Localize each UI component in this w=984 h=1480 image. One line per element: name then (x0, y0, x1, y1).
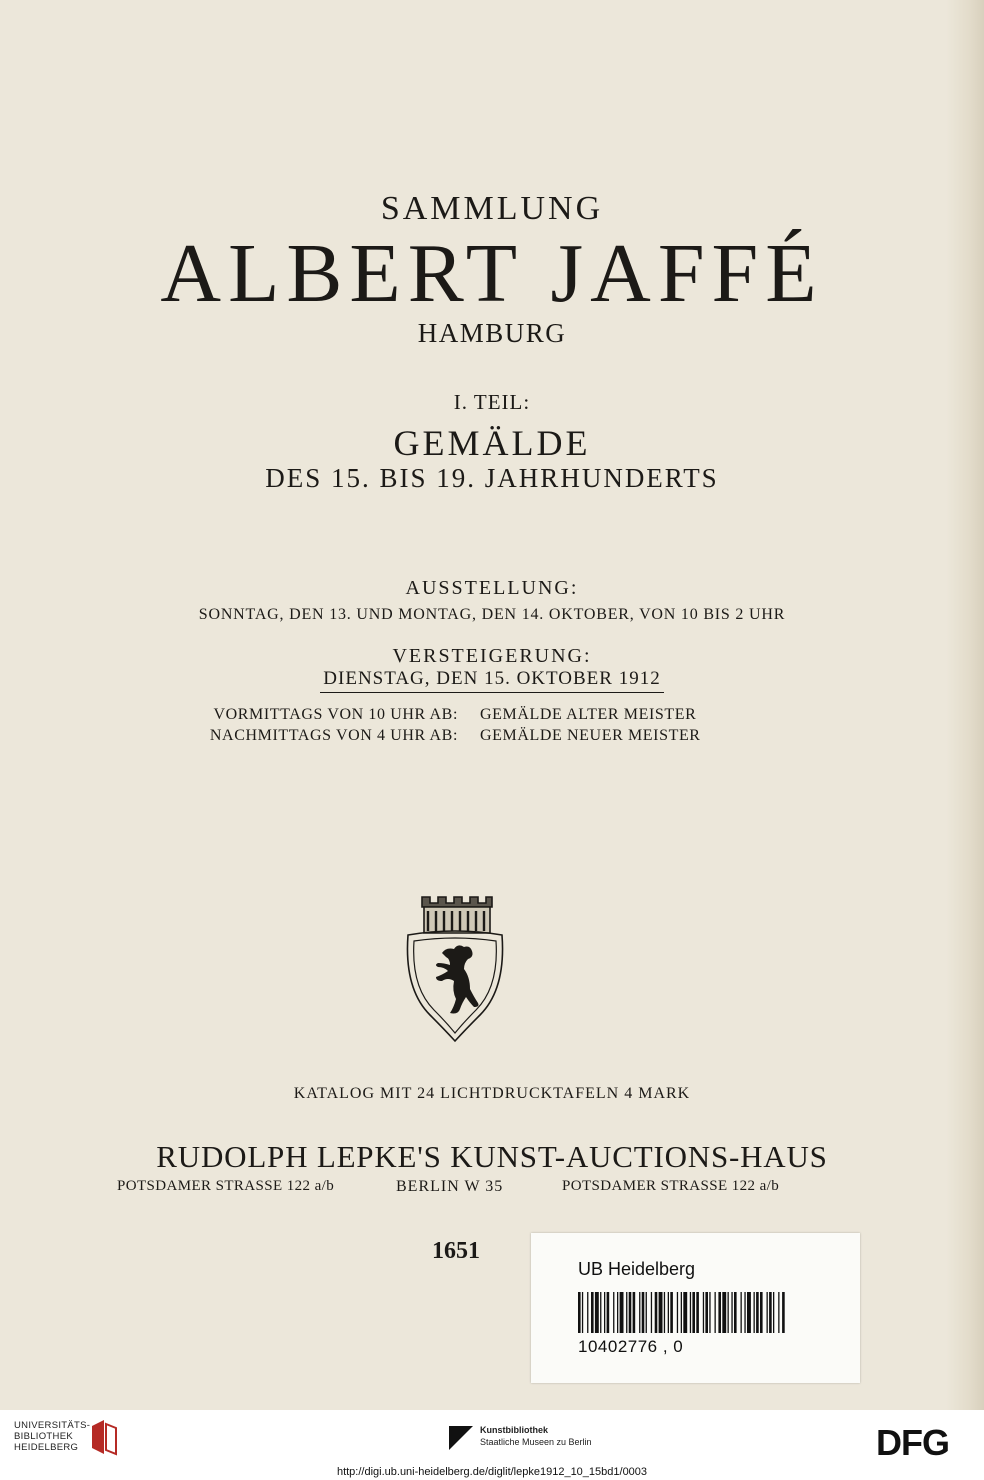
publisher-city: BERLIN W 35 (396, 1178, 504, 1195)
collection-city: HAMBURG (417, 318, 567, 348)
ub-line: BIBLIOTHEK (14, 1431, 73, 1442)
kb-title: Kunstbibliothek (480, 1425, 548, 1435)
auction-schedule (0, 704, 984, 746)
kunstbibliothek-logo-icon (449, 1426, 473, 1450)
schedule-lot: GEMÄLDE ALTER MEISTER (480, 706, 697, 723)
ub-line: HEIDELBERG (14, 1442, 79, 1453)
kb-subtitle: Staatliche Museen zu Berlin (480, 1437, 592, 1447)
catalog-note: KATALOG MIT 24 LICHTDRUCKTAFELN 4 MARK (293, 1085, 691, 1102)
library-name: UB Heidelberg (578, 1259, 696, 1279)
barcode-icon (578, 1292, 788, 1333)
schedule-time: NACHMITTAGS VON 4 UHR AB: (209, 727, 458, 744)
ub-heidelberg-logo-icon (88, 1418, 118, 1456)
part-period: DES 15. BIS 19. JAHRHUNDERTS (265, 463, 719, 493)
library-code: 10402776 , 0 (578, 1337, 684, 1356)
part-label: I. TEIL: (453, 390, 531, 414)
auction-date (0, 668, 984, 690)
schedule-row-morning (0, 704, 984, 725)
dfg-logo: DFG (876, 1422, 949, 1463)
collection-label: SAMMLUNG (380, 190, 604, 227)
publisher-address-right: POTSDAMER STRASSE 122 a/b (562, 1178, 780, 1194)
exhibition-heading: AUSSTELLUNG: (405, 577, 579, 599)
schedule-time: VORMITTAGS VON 10 UHR AB: (213, 706, 458, 723)
digitization-footer (0, 1410, 984, 1480)
auction-heading: VERSTEIGERUNG: (392, 645, 592, 667)
kunstbibliothek-text (480, 1424, 592, 1448)
schedule-row-afternoon (0, 725, 984, 746)
source-url[interactable]: http://digi.ub.uni-heidelberg.de/diglit/lepke1912_10_15bd1/0003 (336, 1466, 648, 1478)
collection-owner-title: ALBERT JAFFÉ (160, 227, 824, 320)
auction-date-text: DIENSTAG, DEN 15. OKTOBER 1912 (320, 668, 663, 693)
library-label (531, 1233, 860, 1383)
ub-heidelberg-logo-text (14, 1420, 90, 1453)
schedule-lot: GEMÄLDE NEUER MEISTER (480, 727, 701, 744)
ub-line: UNIVERSITÄTS- (14, 1420, 91, 1431)
publisher-address-left: POTSDAMER STRASSE 122 a/b (117, 1178, 335, 1194)
catalog-number: 1651 (432, 1238, 480, 1264)
berlin-bear-crest-icon (398, 893, 512, 1045)
part-subject: GEMÄLDE (393, 423, 591, 463)
publisher-name: RUDOLPH LEPKE'S KUNST-AUCTIONS-HAUS (156, 1139, 828, 1174)
exhibition-dates: SONNTAG, DEN 13. UND MONTAG, DEN 14. OKTOBER, VON 10 BIS 2 UHR (198, 606, 786, 623)
